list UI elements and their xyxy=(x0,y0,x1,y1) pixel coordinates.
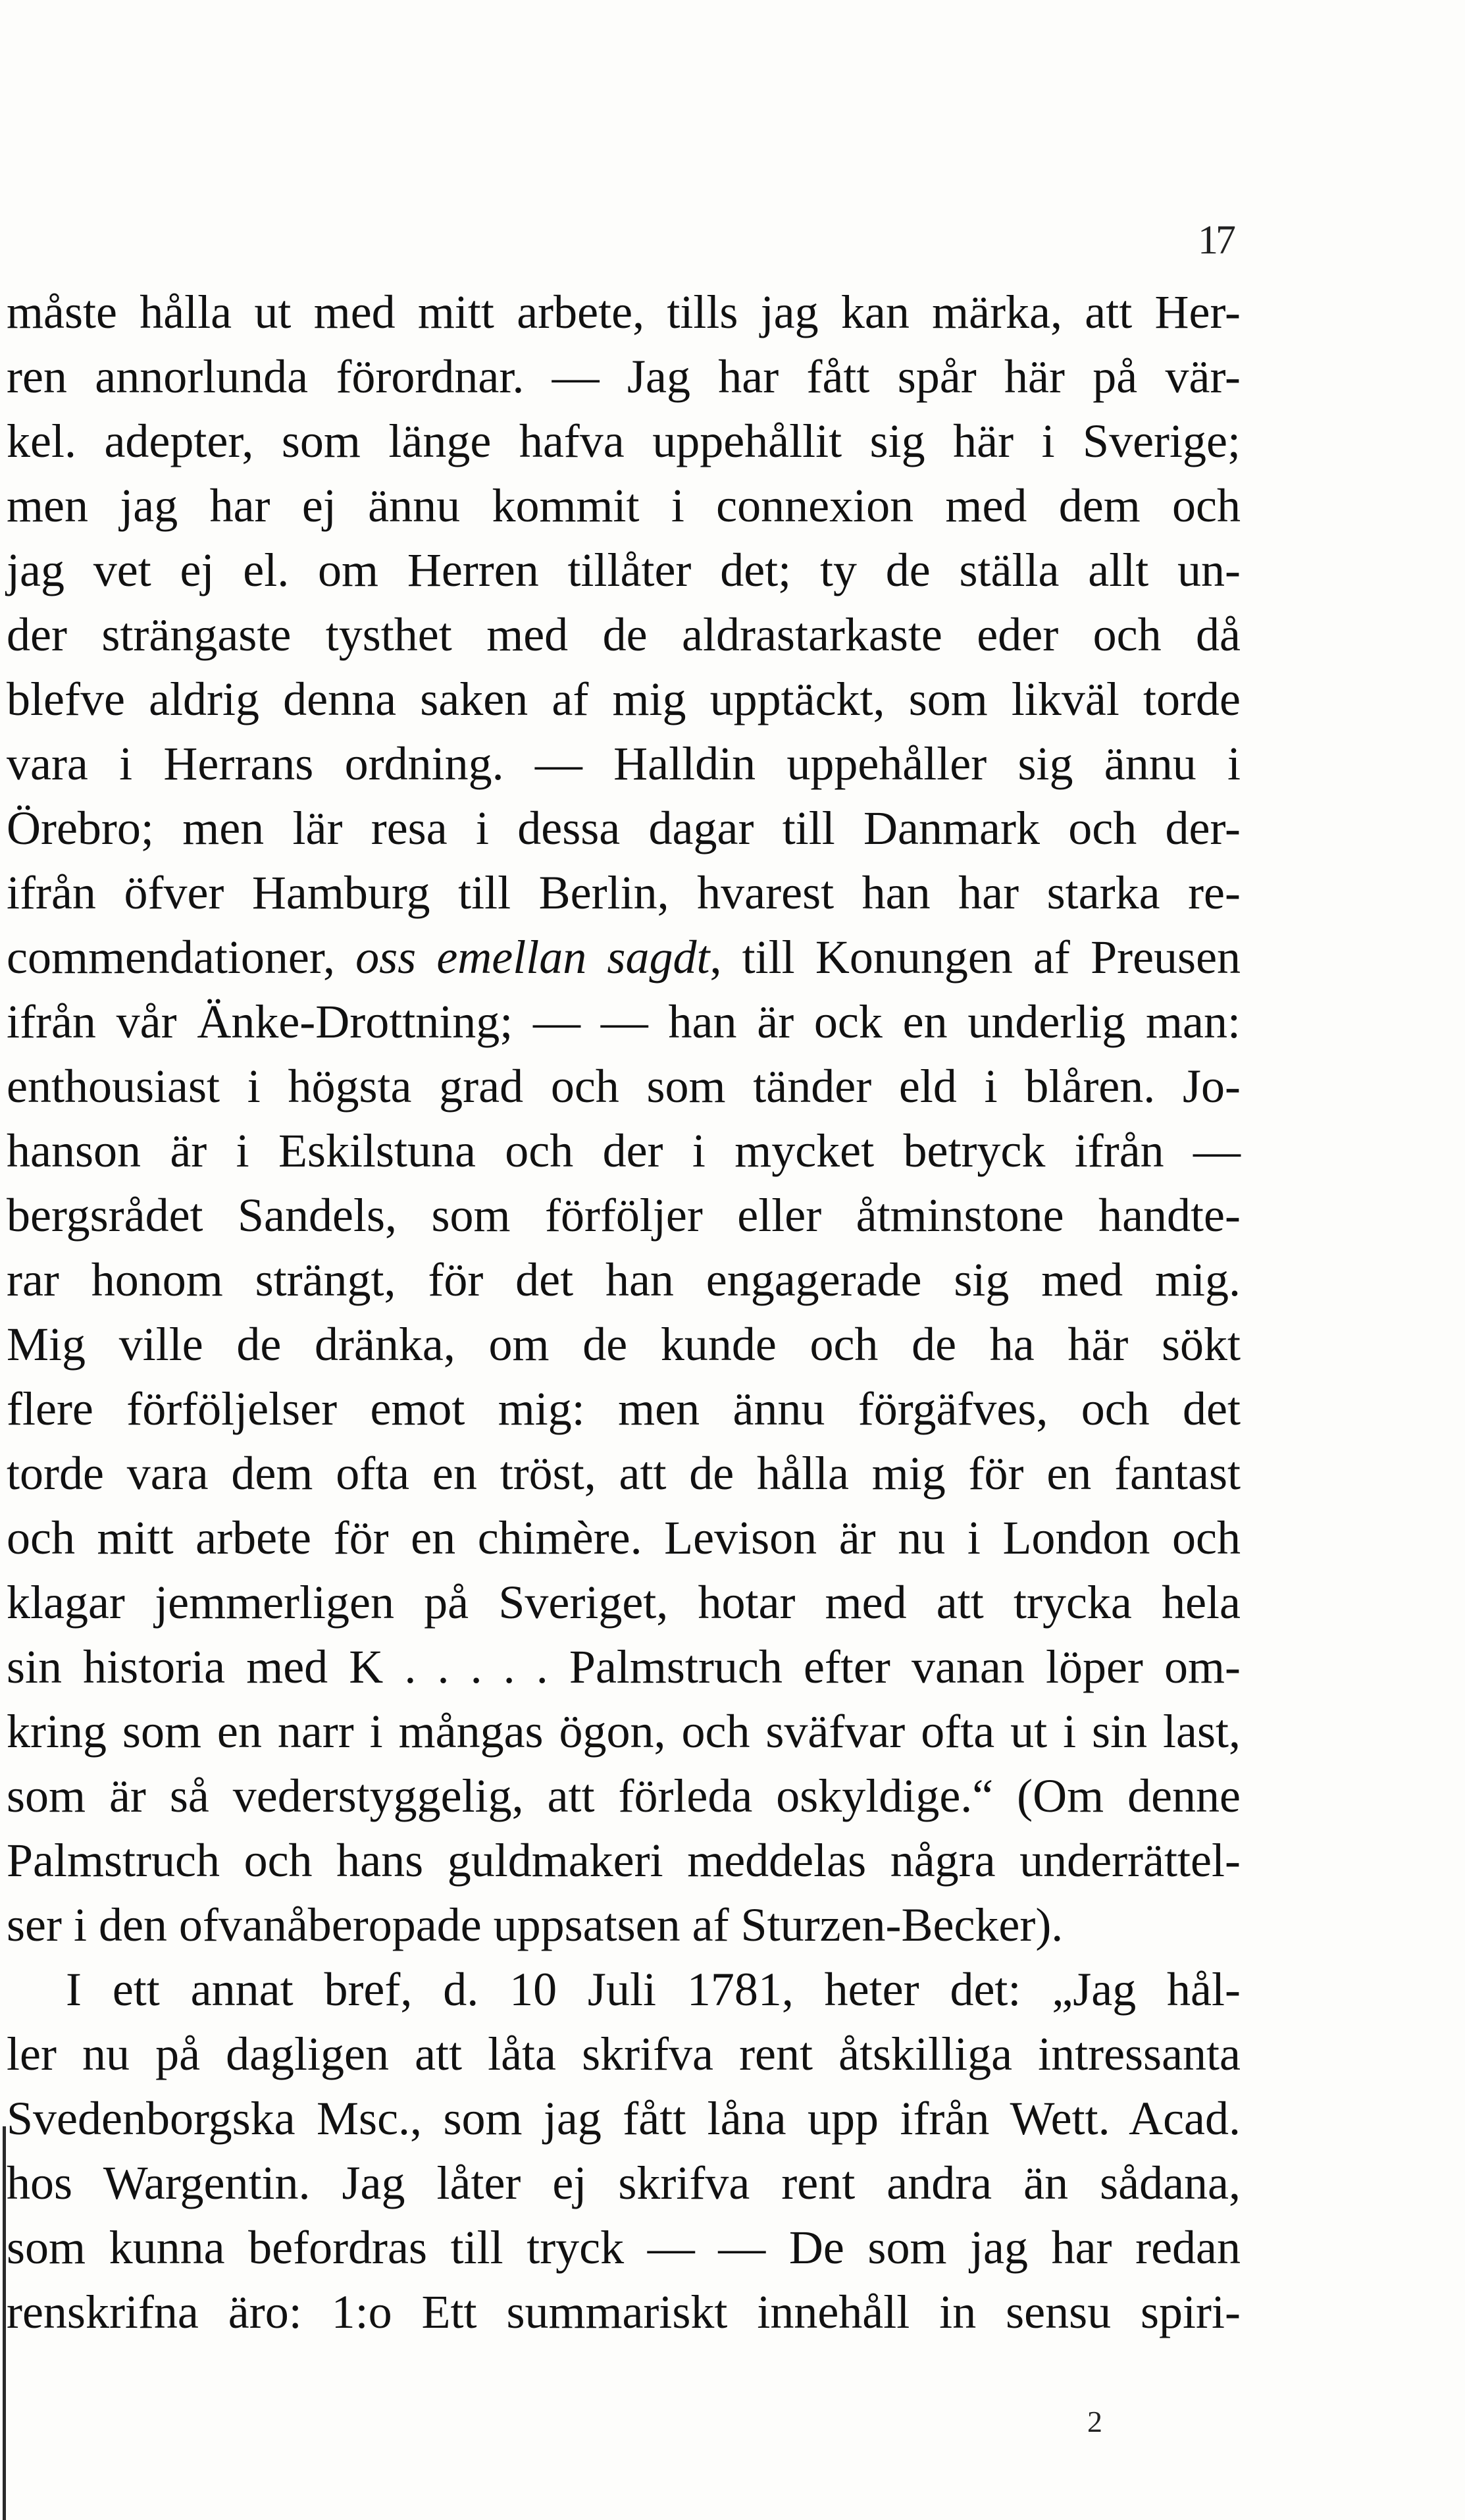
text-line: som är så vederstyggelig, att förleda oskyldige.“ (Om denne xyxy=(7,1770,1241,1822)
text-line: som kunna befordras till tryck — — De som jag har redan xyxy=(7,2221,1241,2274)
text-line: Palmstruch och hans guldmakeri meddelas några underrättel- xyxy=(7,1834,1241,1887)
text-line: ifrån öfver Hamburg till Berlin, hvarest han har starka re- xyxy=(7,866,1241,919)
text-line: rar honom strängt, för det han engagerade sig med mig. xyxy=(7,1253,1241,1306)
text-line: ler nu på dagligen att låta skrifva rent åtskilliga intressanta xyxy=(7,2028,1241,2080)
text-line: och mitt arbete för en chimère. Levison är nu i London och xyxy=(7,1511,1241,1564)
page-number: 17 xyxy=(1198,218,1233,263)
text-line: der strängaste tysthet med de aldrastarkaste eder och då xyxy=(7,608,1241,661)
binding-edge-rule xyxy=(3,2126,6,2520)
text-line: ser i den ofvanåberopade uppsatsen af Sturzen-Becker). xyxy=(7,1899,1064,1951)
text-line: måste hålla ut med mitt arbete, tills jag kan märka, att Her- xyxy=(7,286,1241,338)
text-line: vara i Herrans ordning. — Halldin uppehåller sig ännu i xyxy=(7,737,1241,790)
text-line: ren annorlunda förordnar. — Jag har fått spår här på vär- xyxy=(7,350,1241,403)
text-line: ifrån vår Änke-Drottning; — — han är ock en underlig man: xyxy=(7,995,1241,1048)
text-line: hanson är i Eskilstuna och der i mycket betryck ifrån — xyxy=(7,1124,1241,1177)
text-line: sin historia med K . . . . . Palmstruch efter vanan löper om- xyxy=(7,1641,1241,1693)
text-line: enthousiast i högsta grad och som tänder eld i blåren. Jo- xyxy=(7,1060,1241,1113)
text-line: kel. adepter, som länge hafva uppehållit sig här i Sverige; xyxy=(7,415,1241,467)
text-segment: commendationer, xyxy=(7,931,356,984)
emphasized-phrase: oss emellan sagdt xyxy=(355,931,710,984)
text-line: hos Wargentin. Jag låter ej skrifva rent andra än sådana, xyxy=(7,2157,1241,2209)
text-line: blefve aldrig denna saken af mig upptäckt, som likväl torde xyxy=(7,673,1241,725)
text-line: kring som en narr i mångas ögon, och sväfvar ofta ut i sin last, xyxy=(7,1705,1241,1758)
text-line: I ett annat bref, d. 10 Juli 1781, heter det: „Jag hål- xyxy=(66,1963,1241,2016)
body-text xyxy=(7,280,1241,2344)
text-line: men jag har ej ännu kommit i connexion med dem och xyxy=(7,479,1241,532)
text-line-with-emphasis xyxy=(7,925,1241,989)
text-line: torde vara dem ofta en tröst, att de hålla mig för en fantast xyxy=(7,1447,1241,1500)
text-line: Örebro; men lär resa i dessa dagar till Danmark och der- xyxy=(7,802,1241,854)
text-line: jag vet ej el. om Herren tillåter det; ty de ställa allt un- xyxy=(7,544,1241,596)
text-line: renskrifna äro: 1:o Ett summariskt innehåll in sensu spiri- xyxy=(7,2286,1241,2338)
text-line: Svedenborgska Msc., som jag fått låna upp ifrån Wett. Acad. xyxy=(7,2092,1241,2145)
text-line: bergsrådet Sandels, som förföljer eller åtminstone handte- xyxy=(7,1189,1241,1242)
text-segment: , till Konungen af Preusen xyxy=(709,931,1241,984)
text-line: flere förföljelser emot mig: men ännu förgäfves, och det xyxy=(7,1382,1241,1435)
text-line: klagar jemmerligen på Sveriget, hotar med att trycka hela xyxy=(7,1576,1241,1629)
text-line: Mig ville de dränka, om de kunde och de ha här sökt xyxy=(7,1318,1241,1371)
signature-mark: 2 xyxy=(1087,2405,1102,2438)
